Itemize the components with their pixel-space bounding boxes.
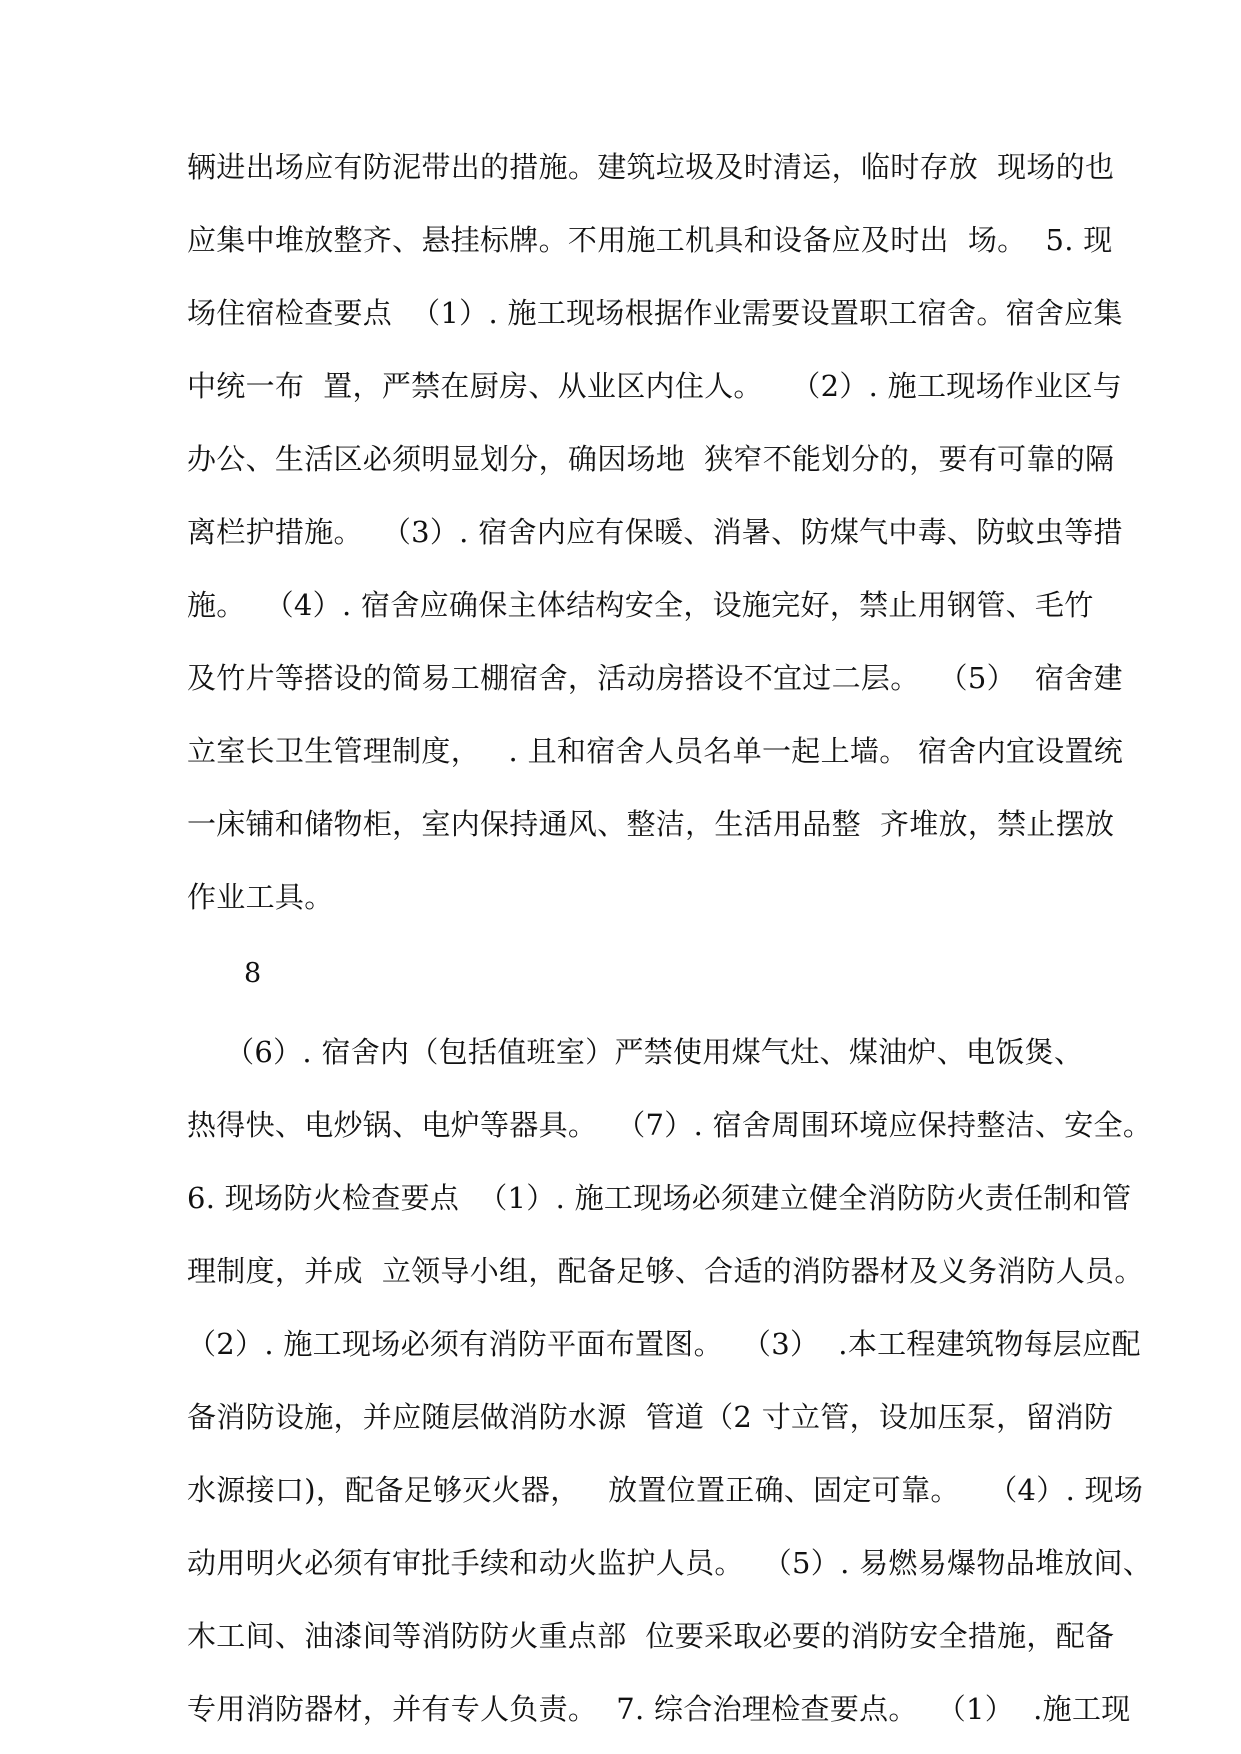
- text-line: 理制度，并成 立领导小组，配备足够、合适的消防器材及义务消防人员。: [187, 1254, 1144, 1288]
- text-line: 作业工具。: [187, 880, 334, 914]
- text-line: 中统一布 置，严禁在厨房、从业区内住人。 （2）. 施工现场作业区与: [187, 369, 1123, 403]
- text-line: 应集中堆放整齐、悬挂标牌。不用施工机具和设备应及时出 场。 5. 现: [187, 223, 1113, 257]
- text-line: （2）. 施工现场必须有消防平面布置图。 （3） .本工程建筑物每层应配: [187, 1327, 1141, 1361]
- text-line: 6. 现场防火检查要点 （1）. 施工现场必须建立健全消防防火责任制和管: [187, 1181, 1132, 1215]
- text-line: （6）. 宿舍内（包括值班室）严禁使用煤气灶、煤油炉、电饭煲、: [187, 1035, 1084, 1069]
- text-line: 备消防设施，并应随层做消防水源 管道（2 寸立管，设加压泵，留消防: [187, 1400, 1114, 1434]
- text-line: 立室长卫生管理制度， . 且和宿舍人员名单一起上墙。 宿舍内宜设置统: [187, 734, 1124, 768]
- text-line: 辆进出场应有防泥带出的措施。建筑垃圾及时清运，临时存放 现场的也: [187, 150, 1115, 184]
- text-line: 热得快、电炒锅、电炉等器具。 （7）. 宿舍周围环境应保持整洁、安全。: [187, 1108, 1153, 1142]
- text-line: 及竹片等搭设的简易工棚宿舍，活动房搭设不宜过二层。 （5） 宿舍建: [187, 661, 1123, 695]
- text-line: 办公、生活区必须明显划分，确因场地 狭窄不能划分的，要有可靠的隔: [187, 442, 1115, 476]
- text-line: 专用消防器材，并有专人负责。 7. 综合治理检查要点。 （1） .施工现: [187, 1692, 1131, 1726]
- text-line: 场住宿检查要点 （1）. 施工现场根据作业需要设置职工宿舍。宿舍应集: [187, 296, 1123, 330]
- text-line: 水源接口)，配备足够灭火器， 放置位置正确、固定可靠。 （4）. 现场: [187, 1473, 1144, 1507]
- text-line: 离栏护措施。 （3）. 宿舍内应有保暖、消暑、防煤气中毒、防蚊虫等措: [187, 515, 1123, 549]
- text-line: 木工间、油漆间等消防防火重点部 位要采取必要的消防安全措施，配备: [187, 1619, 1115, 1653]
- text-line: 动用明火必须有审批手续和动火监护人员。 （5）. 易燃易爆物品堆放间、: [187, 1546, 1153, 1580]
- text-line: 一床铺和储物柜，室内保持通风、整洁，生活用品整 齐堆放，禁止摆放: [187, 807, 1115, 841]
- text-line: 施。 （4）. 宿舍应确保主体结构安全，设施完好，禁止用钢管、毛竹: [187, 588, 1094, 622]
- page-number: 8: [244, 958, 262, 989]
